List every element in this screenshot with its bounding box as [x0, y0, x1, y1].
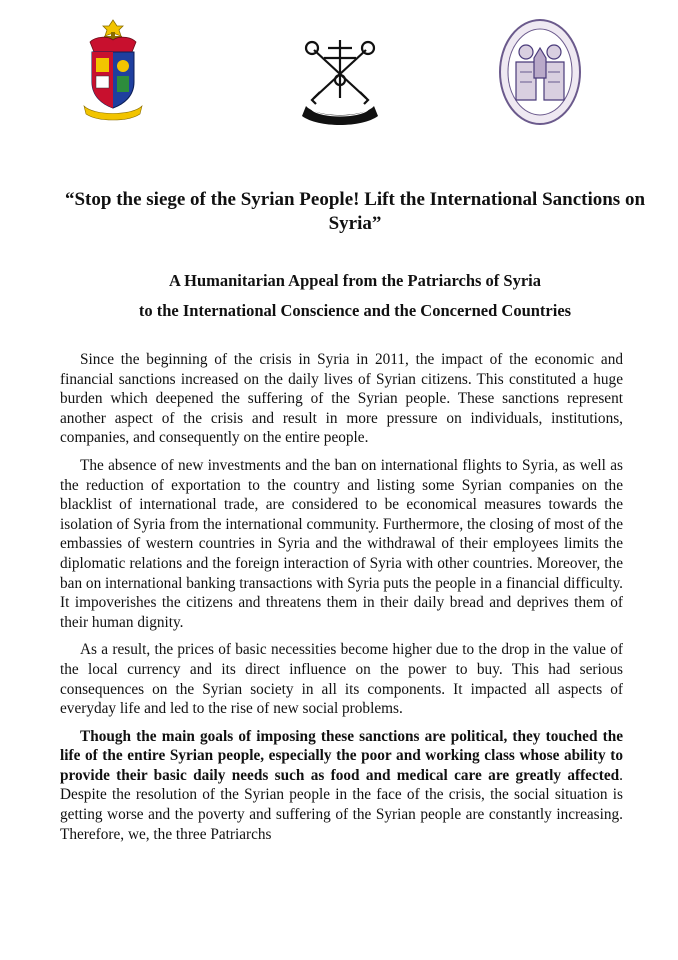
document-body	[60, 350, 623, 852]
paragraph-1: Since the beginning of the crisis in Syria in 2011, the impact of the economic and financial sanctions increased on the daily lives of Syrian citizens. This constituted a huge burden which deepened the suffering of the Syrian people. These sanctions represent another aspect of the crisis and result in more pressure on individuals, institutions, companies, and consequently on the entire people.	[60, 351, 623, 447]
saints-peter-paul-seal-icon	[498, 18, 582, 126]
logo-bar	[0, 18, 678, 128]
paragraph-4-bold: Though the main goals of imposing these sanctions are political, they touched the life of the entire Syrian people, especially the poor and working class whose ability to provide their basic daily needs such as food and medical care are greatly affected	[60, 727, 623, 784]
subtitle-line-2: to the International Conscience and the Concerned Countries	[138, 301, 572, 320]
document-subtitle	[60, 266, 650, 326]
paragraph-3: As a result, the prices of basic necessities become higher due to the drop in the value of the local currency and its direct influence on the power to buy. This had serious consequences on the Syrian society in all its components. It impacted all aspects of everyday life and led to the rise of new social problems.	[60, 641, 623, 718]
document-title: “Stop the siege of the Syrian People! Lift the International Sanctions on Syria”	[64, 189, 646, 234]
paragraph-4-rest: . Despite the resolution of the Syrian people in the face of the crisis, the social situation is getting worse and the poverty and suffering of the Syrian people are constantly increasing. Therefore, we, the three Patriarchs	[60, 766, 623, 843]
crossed-keys-cross-icon	[300, 36, 380, 128]
coat-of-arms-icon	[82, 18, 144, 122]
paragraph-4	[60, 727, 623, 845]
subtitle-line-1: A Humanitarian Appeal from the Patriarchs of Syria	[168, 271, 541, 290]
paragraph-2: The absence of new investments and the ban on international flights to Syria, as well as the reduction of exportation to the country and listing some Syrian companies on the blacklist of international trade, are considered to be economical measures towards the isolation of Syria from the international community. Furthermore, the closing of most of the embassies of western countries in Syria and the withdrawal of their employees limits the diplomatic relations and the foreign interaction of Syria with other countries. Moreover, the ban on international banking transactions with Syria puts the people in a financial difficulty. It impoverishes the citizens and threatens them in their daily bread and deprives them of their human dignity.	[60, 456, 623, 631]
